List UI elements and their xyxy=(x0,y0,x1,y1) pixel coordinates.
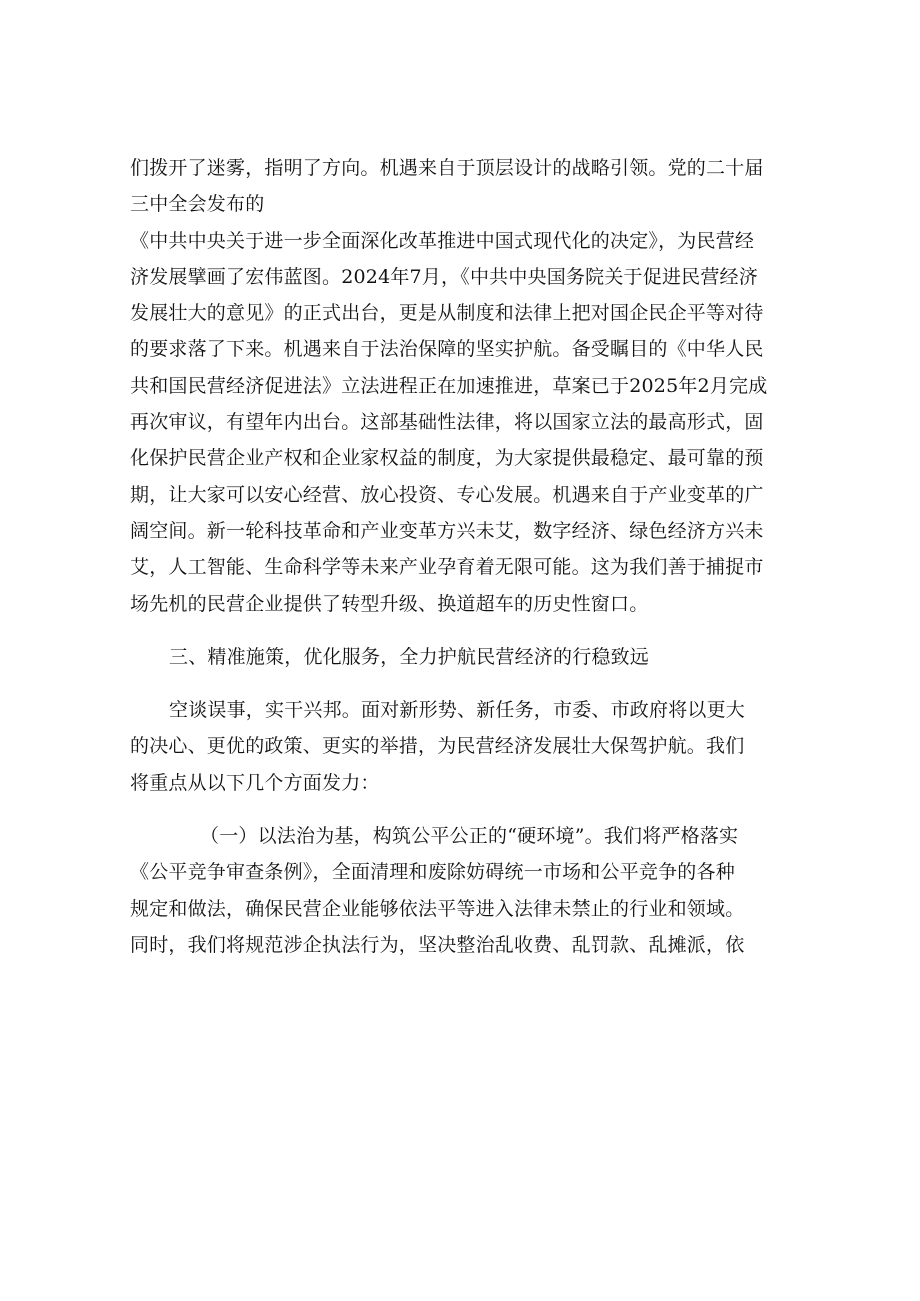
text-line: 发展壮大的意见》的正式出台，更是从制度和法律上把对国企民企平等对待 xyxy=(130,302,764,325)
text-line: 《公平竞争审查条例》，全面清理和废除妨碍统一市场和公平竞争的各种 xyxy=(130,861,735,884)
text-line: 同时，我们将规范涉企执法行为，坚决整治乱收费、乱罚款、乱摊派，依 xyxy=(130,933,745,956)
text-line: 规定和做法，确保民营企业能够依法平等进入法律未禁止的行业和领域。 xyxy=(130,897,745,920)
subsection-heading: （一）以法治为基，构筑公平公正的“硬环境”。我们将严格落实 xyxy=(200,825,739,848)
text-line: 期，让大家可以安心经营、放心投资、专心发展。机遇来自于产业变革的广 xyxy=(130,483,764,506)
text-line: 共和国民营经济促进法》立法进程正在加速推进，草案已于2025年2月完成 xyxy=(130,374,768,397)
text-line: 三中全会发布的 xyxy=(130,193,265,216)
text-line: 的决心、更优的政策、更实的举措，为民营经济发展壮大保驾护航。我们 xyxy=(130,735,745,758)
paragraph-gap xyxy=(130,622,790,639)
text-line: 《中共中央关于进一步全面深化改革推进中国式现代化的决定》，为民营经 xyxy=(130,229,755,252)
text-line: 阔空间。新一轮科技革命和产业变革方兴未艾，数字经济、绿色经济方兴未 xyxy=(130,519,764,542)
text-line: 艾，人工智能、生命科学等未来产业孕育着无限可能。这为我们善于捕捉市 xyxy=(130,556,764,579)
text-line: 场先机的民营企业提供了转型升级、换道超车的历史性窗口。 xyxy=(130,592,649,615)
text-line: 的要求落了下来。机遇来自于法治保障的坚实护航。备受瞩目的《中华人民 xyxy=(130,338,764,361)
text-line: 化保护民营企业产权和企业家权益的制度，为大家提供最稳定、最可靠的预 xyxy=(130,447,764,470)
text-line: 空谈误事，实干兴邦。面对新形势、新任务，市委、市政府将以更大 xyxy=(169,699,746,722)
paragraph-gap xyxy=(130,675,790,692)
document-body xyxy=(130,150,790,963)
text-line: 济发展擘画了宏伟蓝图。2024年7月，《中共中央国务院关于促进民营经济 xyxy=(130,265,758,288)
text-line: 再次审议，有望年内出台。这部基础性法律，将以国家立法的最高形式，固 xyxy=(130,411,764,434)
section-heading: 三、精准施策，优化服务，全力护航民营经济的行稳致远 xyxy=(169,645,650,668)
text-line: 将重点从以下几个方面发力： xyxy=(130,771,380,794)
paragraph-gap xyxy=(130,801,790,818)
text-line: 们拨开了迷雾，指明了方向。机遇来自于顶层设计的战略引领。党的二十届 xyxy=(130,157,764,179)
